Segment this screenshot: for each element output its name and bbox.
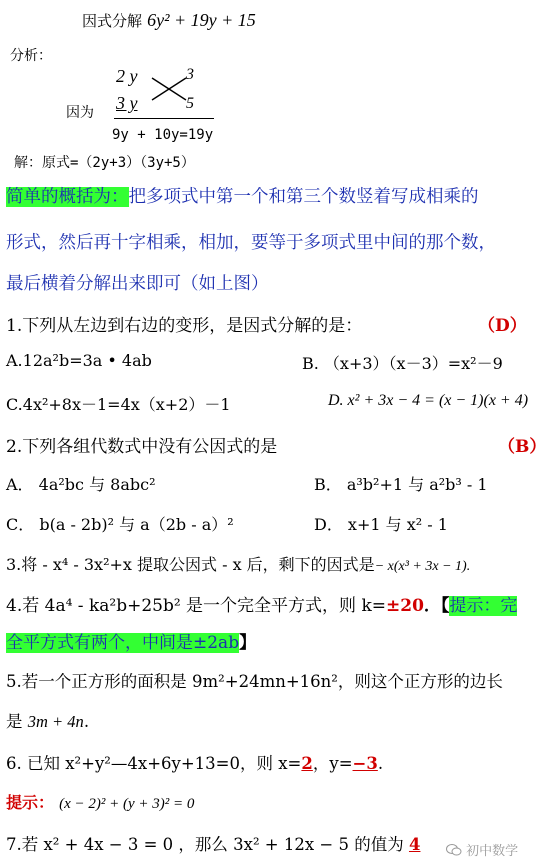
- q7-line: [6, 831, 420, 855]
- q3-answer: − x(x³ + 3x − 1).: [374, 559, 471, 574]
- analysis-label: 分析：: [10, 48, 52, 64]
- q6-hint: [6, 790, 194, 813]
- summary-line1-text: 把多项式中第一个和第三个数竖着写成相乘的: [128, 187, 479, 207]
- cross-check: 9y + 10y=19y: [112, 127, 214, 143]
- q4-bracket-open: ．【: [423, 596, 450, 616]
- q4-answer: ±20: [386, 596, 424, 616]
- q5-answer: 3m + 4n: [27, 712, 84, 731]
- watermark: [446, 840, 518, 859]
- q2-option-d: D． x+1 与 x² - 1: [314, 515, 448, 534]
- example-solution: 解：原式=（2y+3）（3y+5）: [14, 155, 195, 171]
- q2-option-c: C． b(a - 2b)² 与 a（2b - a）²: [6, 515, 234, 534]
- q1-option-c: C.4x²+8x－1=4x（x+2）－1: [6, 395, 231, 414]
- q1-stem: 1.下列从左边到右边的变形，是因式分解的是：: [6, 316, 363, 336]
- q2-answer: （B）: [498, 437, 547, 457]
- summary-line1: [6, 186, 479, 208]
- example-title: [82, 10, 256, 31]
- q6-line: [6, 750, 383, 774]
- q6-hint-expr: (x − 2)² + (y + 3)² = 0: [59, 796, 195, 812]
- q2-option-a: A． 4a²bc 与 8abc²: [6, 475, 156, 494]
- q5-suffix: .: [83, 712, 90, 731]
- q1-option-a: A.12a²b=3a • 4ab: [6, 351, 152, 370]
- q2-option-b: B． a³b²+1 与 a²b³ - 1: [314, 475, 488, 494]
- cross-row1-right: 3: [186, 66, 194, 83]
- q1-option-d: D. x² + 3x − 4 = (x − 1)(x + 4): [328, 392, 529, 409]
- cross-divider: [114, 118, 214, 119]
- q5-line1: 5.若一个正方形的面积是 9m²+24mn+16n²，则这个正方形的边长: [6, 672, 503, 691]
- summary-line2: 形式，然后再十字相乘，相加，要等于多项式里中间的那个数，: [6, 233, 496, 253]
- watermark-text: 初中数学: [466, 844, 519, 859]
- q1-option-b: B. （x+3）（x－3）=x²－9: [302, 354, 503, 373]
- q7-stem: 7.若 x² + 4x − 3 = 0 ，那么 3x² + 12x − 5 的值为: [6, 835, 404, 854]
- summary-label: 简单的概括为：: [6, 187, 129, 207]
- q4-bracket-close: 】: [239, 633, 257, 653]
- example-title-label: 因式分解: [82, 12, 143, 30]
- q3-line: [6, 552, 470, 575]
- because-label: 因为: [66, 105, 94, 121]
- cross-multiplication-diagram: [150, 76, 190, 102]
- q6-y-answer: −3: [352, 754, 378, 773]
- q4-hint-line1: 提示：完: [449, 596, 518, 616]
- example-title-expr: 6y² + 19y + 15: [147, 10, 256, 30]
- q4-line1: [6, 591, 517, 616]
- q4-stem: 4.若 4a⁴ - ka²b+25b² 是一个完全平方式，则 k=: [6, 596, 387, 616]
- q6-stem: 6. 已知 x²+y²—4x+6y+13=0，则 x=: [6, 754, 302, 773]
- cross-row1-left: 2 y: [116, 66, 138, 86]
- q5-line2: [6, 708, 89, 732]
- q2-stem: 2.下列各组代数式中没有公因式的是: [6, 437, 278, 457]
- q4-line2: [6, 628, 256, 653]
- q4-hint-line2: 全平方式有两个，中间是±2ab: [6, 633, 240, 653]
- q6-x-answer: 2: [301, 754, 313, 773]
- cross-row2-left: 3 y: [116, 93, 138, 113]
- q5-prefix: 是: [6, 712, 23, 731]
- q1-answer: （D）: [478, 316, 527, 336]
- q7-answer: 4: [408, 835, 421, 854]
- q3-stem: 3.将 - x⁴ - 3x²+x 提取公因式 - x 后，剩下的因式是: [6, 555, 375, 574]
- q6-hint-label: 提示：: [6, 793, 55, 812]
- wechat-icon: [446, 843, 462, 857]
- cross-row2-right: 5: [186, 95, 194, 112]
- q6-end: .: [377, 754, 384, 773]
- summary-line3: 最后横着分解出来即可（如上图）: [6, 274, 269, 294]
- q6-mid: ，y=: [312, 754, 353, 773]
